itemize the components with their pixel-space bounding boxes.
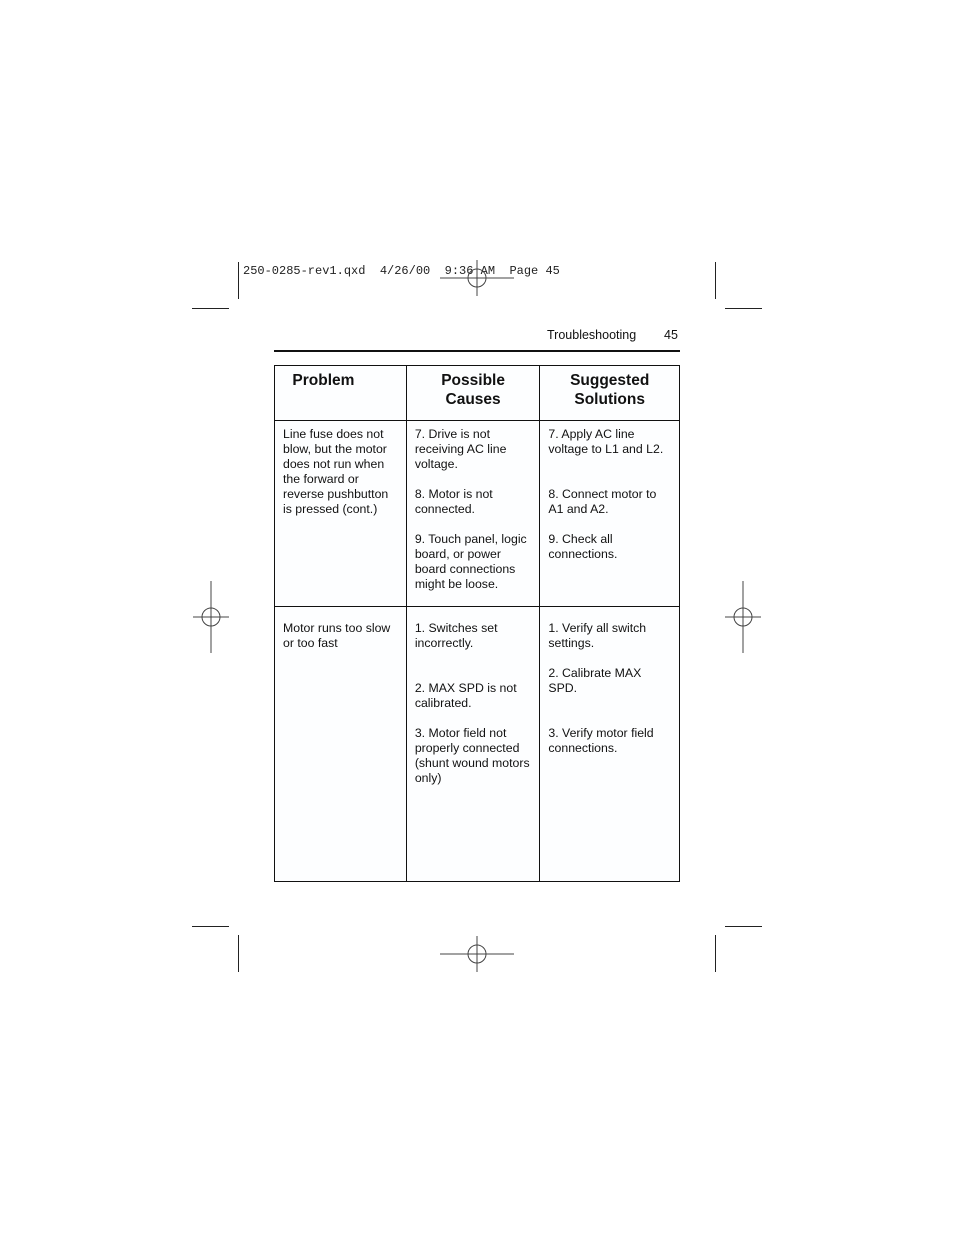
table-row	[275, 607, 680, 882]
registration-mark-top-icon	[438, 258, 516, 298]
column-header-solutions: Suggested Solutions	[540, 366, 680, 421]
solution-item: 9. Check all connections.	[548, 532, 618, 561]
crop-mark-bottom-left-horizontal	[192, 926, 229, 927]
cause-item: 7. Drive is not receiving AC line voltage.	[414, 427, 507, 471]
causes-cell	[406, 607, 540, 882]
table-row	[275, 421, 680, 607]
registration-mark-bottom-icon	[438, 934, 516, 974]
solution-item: 8. Connect motor to A1 and A2.	[548, 487, 657, 516]
problem-cell	[275, 607, 407, 882]
solutions-cell	[540, 421, 680, 607]
section-title: Troubleshooting	[547, 328, 637, 342]
crop-mark-bottom-right-horizontal	[725, 926, 762, 927]
crop-mark-top-right-vertical	[715, 262, 716, 299]
crop-mark-bottom-left-vertical	[238, 935, 239, 972]
cause-item: 1. Switches set incorrectly.	[414, 621, 498, 650]
cause-item: 2. MAX SPD is not calibrated.	[414, 681, 517, 710]
header-rule	[274, 350, 680, 352]
page-number: 45	[664, 328, 678, 342]
crop-mark-top-left-horizontal	[192, 308, 229, 309]
solution-item: 3. Verify motor field connections.	[548, 726, 654, 755]
cause-item: 8. Motor is not connected.	[414, 487, 493, 516]
problem-cell	[275, 421, 407, 607]
crop-mark-top-left-vertical	[238, 262, 239, 299]
solution-item: 1. Verify all switch settings.	[548, 621, 647, 650]
table-header-row	[275, 366, 680, 421]
crop-mark-bottom-right-vertical	[715, 935, 716, 972]
file-slug: 250-0285-rev1.qxd 4/26/00 9:36 AM Page 45	[243, 264, 560, 278]
crop-mark-top-right-horizontal	[725, 308, 762, 309]
causes-cell	[406, 421, 540, 607]
registration-mark-left-icon	[191, 579, 231, 655]
solution-item: 7. Apply AC line voltage to L1 and L2.	[548, 427, 664, 456]
problem-text: Motor runs too slow or too fast	[283, 621, 391, 650]
registration-mark-right-icon	[723, 579, 763, 655]
solutions-cell	[540, 607, 680, 882]
cause-item: 9. Touch panel, logic board, or power board connections might be loose.	[414, 532, 527, 591]
problem-text: Line fuse does not blow, but the motor does not run when the forward or reverse pushbutton is pressed (cont.)	[283, 427, 389, 516]
column-header-causes: Possible Causes	[406, 366, 540, 421]
solution-item: 2. Calibrate MAX SPD.	[548, 666, 642, 695]
cause-item: 3. Motor field not properly connected (shunt wound motors only)	[414, 726, 530, 785]
column-header-problem: Problem	[275, 366, 407, 421]
troubleshooting-table	[274, 365, 680, 882]
